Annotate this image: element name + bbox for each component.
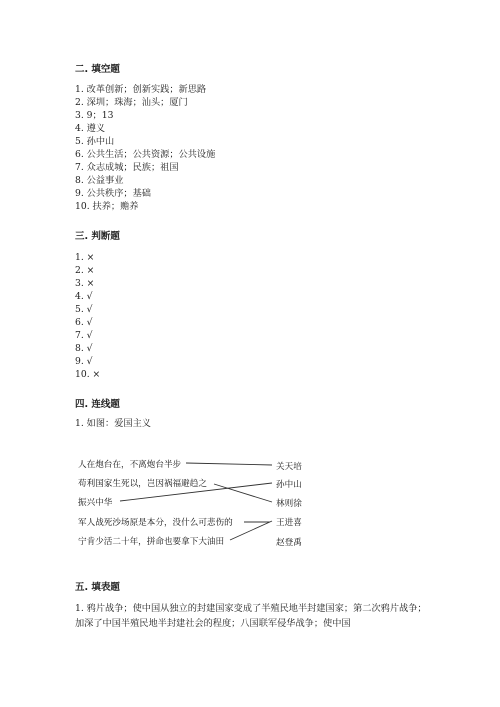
fill-blank-answer-8: 8. 公益事业 bbox=[75, 175, 124, 186]
matching-left-3: 振兴中华 bbox=[78, 498, 113, 508]
true-false-answer-1: 1. × bbox=[75, 252, 95, 263]
matching-intro: 1. 如图：爱国主义 bbox=[75, 418, 151, 429]
matching-left-5: 宁肯少活二十年，拼命也要拿下大油田 bbox=[78, 537, 225, 547]
true-false-answer-5: 5. √ bbox=[75, 304, 93, 315]
matching-right-2: 孙中山 bbox=[276, 480, 302, 490]
section-title-fill-blank: 二. 填空题 bbox=[75, 64, 120, 75]
connector-line-1 bbox=[186, 463, 272, 465]
true-false-answer-9: 9. √ bbox=[75, 356, 93, 367]
true-false-answer-10: 10. × bbox=[75, 369, 101, 380]
true-false-answer-3: 3. × bbox=[75, 278, 95, 289]
table-answer-paragraph: 1. 鸦片战争；使中国从独立的封建国家变成了半殖民地半封建国家；第二次鸦片战争；加深了中国半殖民地半封建社会的程度；八国联军侵华战争；使中国 bbox=[75, 603, 427, 629]
fill-blank-answer-4: 4. 遵义 bbox=[75, 123, 106, 134]
fill-blank-answer-2: 2. 深圳；珠海；汕头；厦门 bbox=[75, 97, 188, 108]
matching-right-3: 林则徐 bbox=[276, 499, 302, 509]
matching-right-1: 关天培 bbox=[276, 462, 302, 472]
matching-left-1: 人在炮台在，不离炮台半步 bbox=[78, 460, 182, 470]
true-false-answer-7: 7. √ bbox=[75, 330, 93, 341]
fill-blank-answer-5: 5. 孙中山 bbox=[75, 136, 115, 147]
fill-blank-answer-1: 1. 改革创新；创新实践；新思路 bbox=[75, 84, 207, 95]
true-false-answer-2: 2. × bbox=[75, 265, 95, 276]
matching-right-5: 赵登禹 bbox=[276, 538, 302, 548]
fill-blank-answer-7: 7. 众志成城；民族；祖国 bbox=[75, 162, 179, 173]
fill-blank-answer-3: 3. 9；13 bbox=[75, 110, 114, 121]
section-title-table: 五. 填表题 bbox=[75, 582, 120, 593]
true-false-answer-4: 4. √ bbox=[75, 291, 93, 302]
true-false-answer-6: 6. √ bbox=[75, 317, 93, 328]
matching-left-2: 苟利国家生死以，岂因祸福避趋之 bbox=[78, 479, 207, 489]
matching-right-4: 王进喜 bbox=[276, 518, 302, 528]
connector-line-4 bbox=[230, 521, 272, 540]
section-title-matching: 四. 连线题 bbox=[75, 399, 120, 410]
section-title-true-false: 三. 判断题 bbox=[75, 231, 120, 242]
matching-left-4: 军人战死沙场原是本分，没什么可悲伤的 bbox=[78, 518, 233, 528]
fill-blank-answer-10: 10. 扶养；赡养 bbox=[75, 201, 139, 212]
fill-blank-answer-9: 9. 公共秩序；基础 bbox=[75, 188, 151, 199]
fill-blank-answer-6: 6. 公共生活；公共资源；公共设施 bbox=[75, 149, 216, 160]
true-false-answer-8: 8. √ bbox=[75, 343, 93, 354]
